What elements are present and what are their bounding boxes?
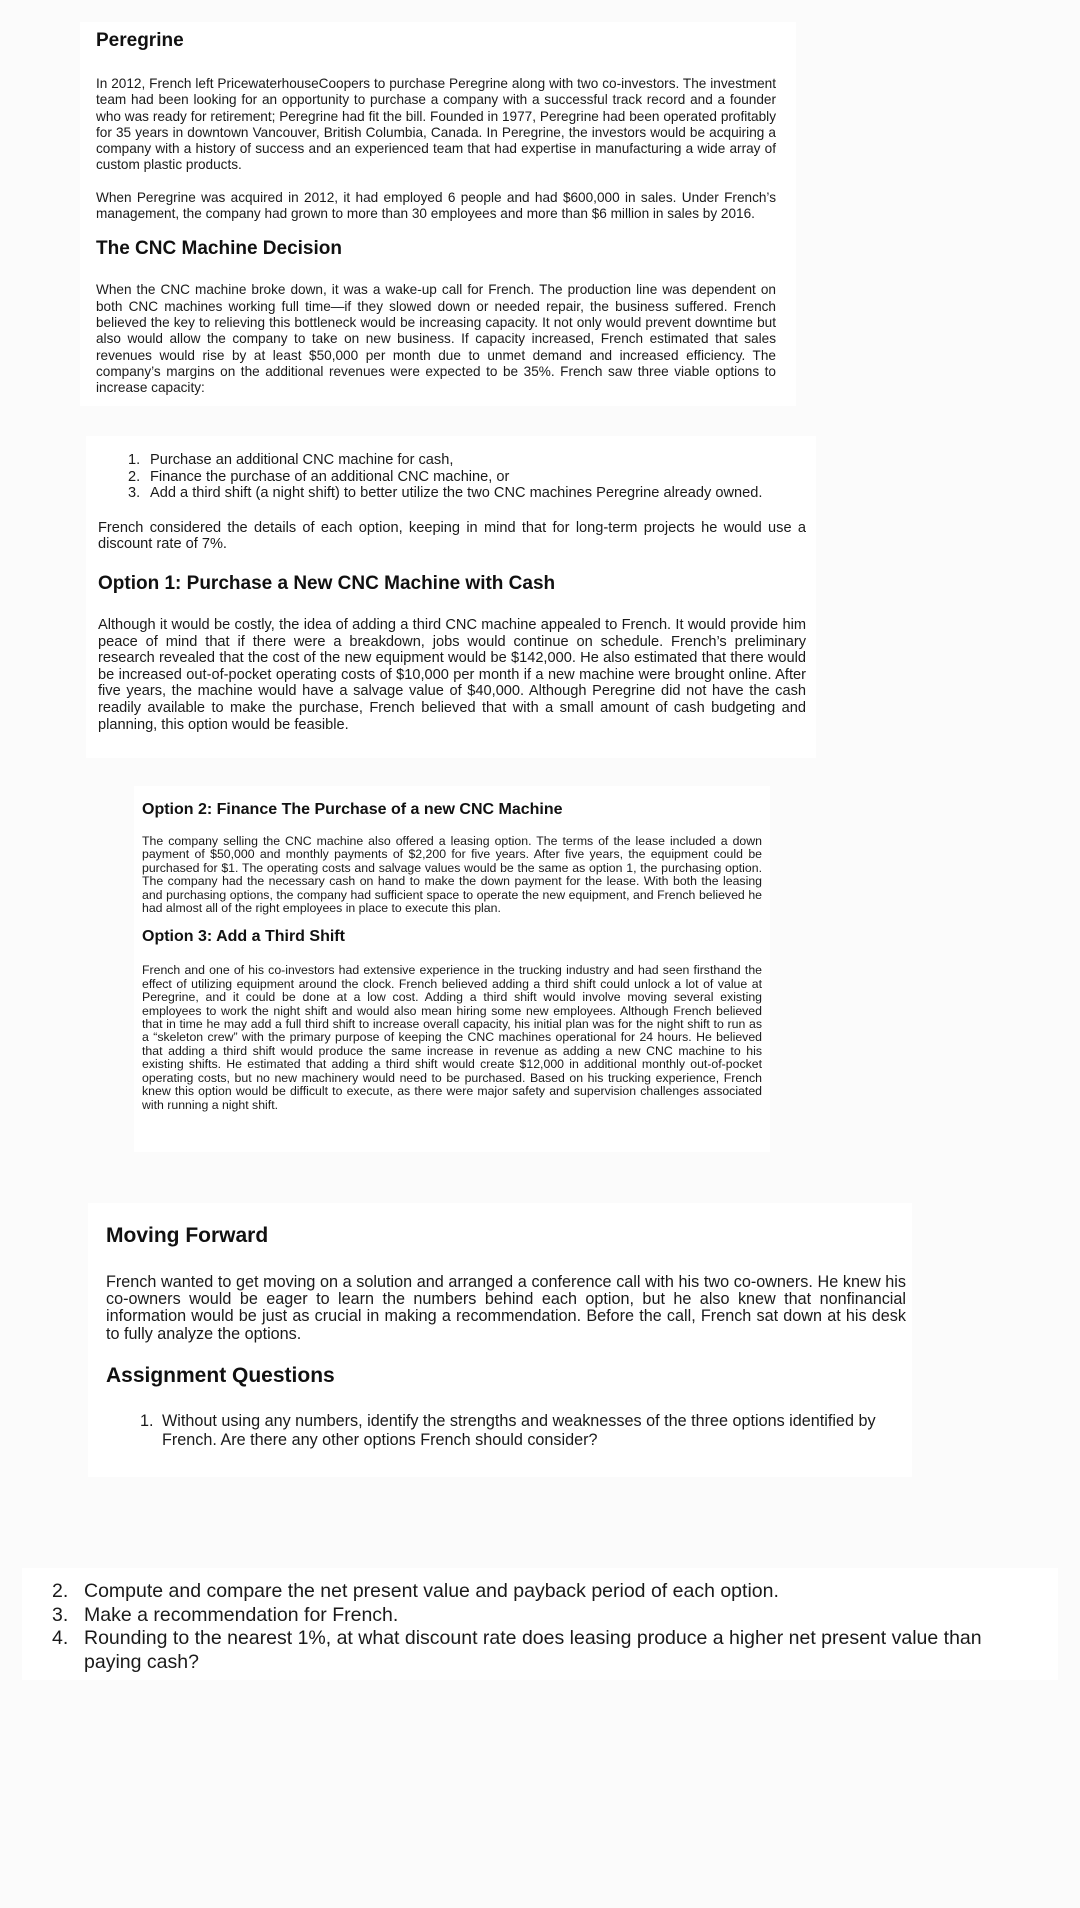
option2-paragraph: The company selling the CNC machine also offered a leasing option. The terms of the lease included a down payment of $50,000 and monthly payments of $2,200 for five years. After five years, the equipment could be purchased for $1. The operating costs and salvage values would be the same as option 1, the purchasing option. The company had the necessary cash on hand to make the down payment for the lease. With both the leasing and purchasing options, the company had sufficient space to operate the new equipment, and French believed he had almost all of the right employees in place to execute this plan. [142, 834, 762, 916]
cnc-decision-heading: The CNC Machine Decision [96, 238, 342, 260]
list-item: 4. Rounding to the nearest 1%, at what discount rate does leasing produce a higher net present value than paying cash? [52, 1627, 982, 1673]
moving-forward-section [88, 1203, 912, 1477]
intro-paragraph-2: When Peregrine was acquired in 2012, it had employed 6 people and had $600,000 in sales. Under French’s management, the company had grown to more than 30 employees and more than $6 million in sales by 2016. [96, 189, 776, 222]
more-questions-section [22, 1568, 1058, 1680]
list-item: 3. Make a recommendation for French. [52, 1603, 399, 1626]
option3-paragraph: French and one of his co-investors had extensive experience in the trucking industry and had seen firsthand the effect of utilizing equipment around the clock. French believed adding a third shift could unlock a lot of value at Peregrine, and it could be done at a low cost. Adding a third shift would involve moving several existing employees to work the night shift and would also mean hiring some new employees. Although French believed that in time he may add a full third shift to increase overall capacity, his initial plan was for the night shift to run as a “skeleton crew” with the primary purpose of keeping the CNC machines operational for 24 hours. He believed that adding a third shift would produce the same increase in revenue as adding a new CNC machine to his existing shifts. He estimated that adding a third shift would create $12,000 in additional monthly out-of-pocket operating costs, but no new machinery would need to be purchased. Based on his trucking experience, French knew this option would be difficult to execute, as there were major safety and supervision challenges associated with running a night shift. [142, 963, 762, 1112]
list-item: 1. Purchase an additional CNC machine for cash, [128, 452, 454, 468]
list-item: 2. Compute and compare the net present value and payback period of each option. [52, 1580, 779, 1602]
option2-heading: Option 2: Finance The Purchase of a new CNC Machine [142, 801, 563, 818]
option2-option3-section [134, 786, 770, 1152]
options-list [98, 452, 806, 502]
intro-section [80, 22, 796, 406]
list-item: 3. Add a third shift (a night shift) to better utilize the two CNC machines Peregrine already owned. [128, 485, 763, 502]
intro-paragraph-1: In 2012, French left PricewaterhouseCoopers to purchase Peregrine along with two co-investors. The investment team had been looking for an opportunity to purchase a company with a successful track record and a founder who was ready for retirement; Peregrine had fit the bill. Founded in 1977, Peregrine had been operated profitably for 35 years in downtown Vancouver, British Columbia, Canada. In Peregrine, the investors would be acquiring a company with a history of success and an experienced team that had expertise in manufacturing a wide array of custom plastic products. [96, 76, 776, 173]
list-item: 2. Finance the purchase of an additional CNC machine, or [128, 468, 510, 485]
questions-list [106, 1412, 900, 1451]
page-title: Peregrine [96, 30, 184, 51]
cnc-decision-paragraph: When the CNC machine broke down, it was a wake-up call for French. The production line was dependent on both CNC machines working full time—if they slowed down or needed repair, the business suffered. French believed the key to relieving this bottleneck would be increasing capacity. It not only would prevent downtime but also would allow the company to take on new business. If capacity increased, French estimated that sales revenues would rise by at least $50,000 per month due to unmet demand and increased efficiency. The company’s margins on the additional revenues were expected to be 35%. French saw three viable options to increase capacity: [96, 282, 776, 396]
moving-forward-heading: Moving Forward [106, 1224, 269, 1247]
list-item: 1. Without using any numbers, identify the strengths and weaknesses of the three options identified by French. Are there any other options French should consider? [140, 1411, 876, 1450]
option1-paragraph: Although it would be costly, the idea of adding a third CNC machine appealed to French. It would provide him peace of mind that if there were a breakdown, jobs would continue on schedule. French’s preliminary research revealed that the cost of the new equipment would be $142,000. He also estimated that there would be increased out-of-pocket operating costs of $10,000 per month if a new machine were brought online. After five years, the machine would have a salvage value of $40,000. Although Peregrine did not have the cash readily available to make the purchase, French believed that with a small amount of cash budgeting and planning, this option would be feasible. [98, 616, 806, 733]
more-questions-list [52, 1580, 1042, 1674]
assignment-questions-heading: Assignment Questions [106, 1363, 335, 1387]
options-section [86, 436, 816, 758]
option1-heading: Option 1: Purchase a New CNC Machine with Cash [98, 572, 556, 594]
discount-rate-paragraph: French considered the details of each option, keeping in mind that for long-term projects he would use a discount rate of 7%. [98, 519, 806, 553]
moving-forward-paragraph: French wanted to get moving on a solution and arranged a conference call with his two co-owners. He knew his co-owners would be eager to learn the numbers behind each option, but he also knew that nonfinancial information would be just as crucial in making a recommendation. Before the call, French sat down at his desk to fully analyze the options. [106, 1273, 906, 1343]
option3-heading: Option 3: Add a Third Shift [142, 928, 345, 946]
